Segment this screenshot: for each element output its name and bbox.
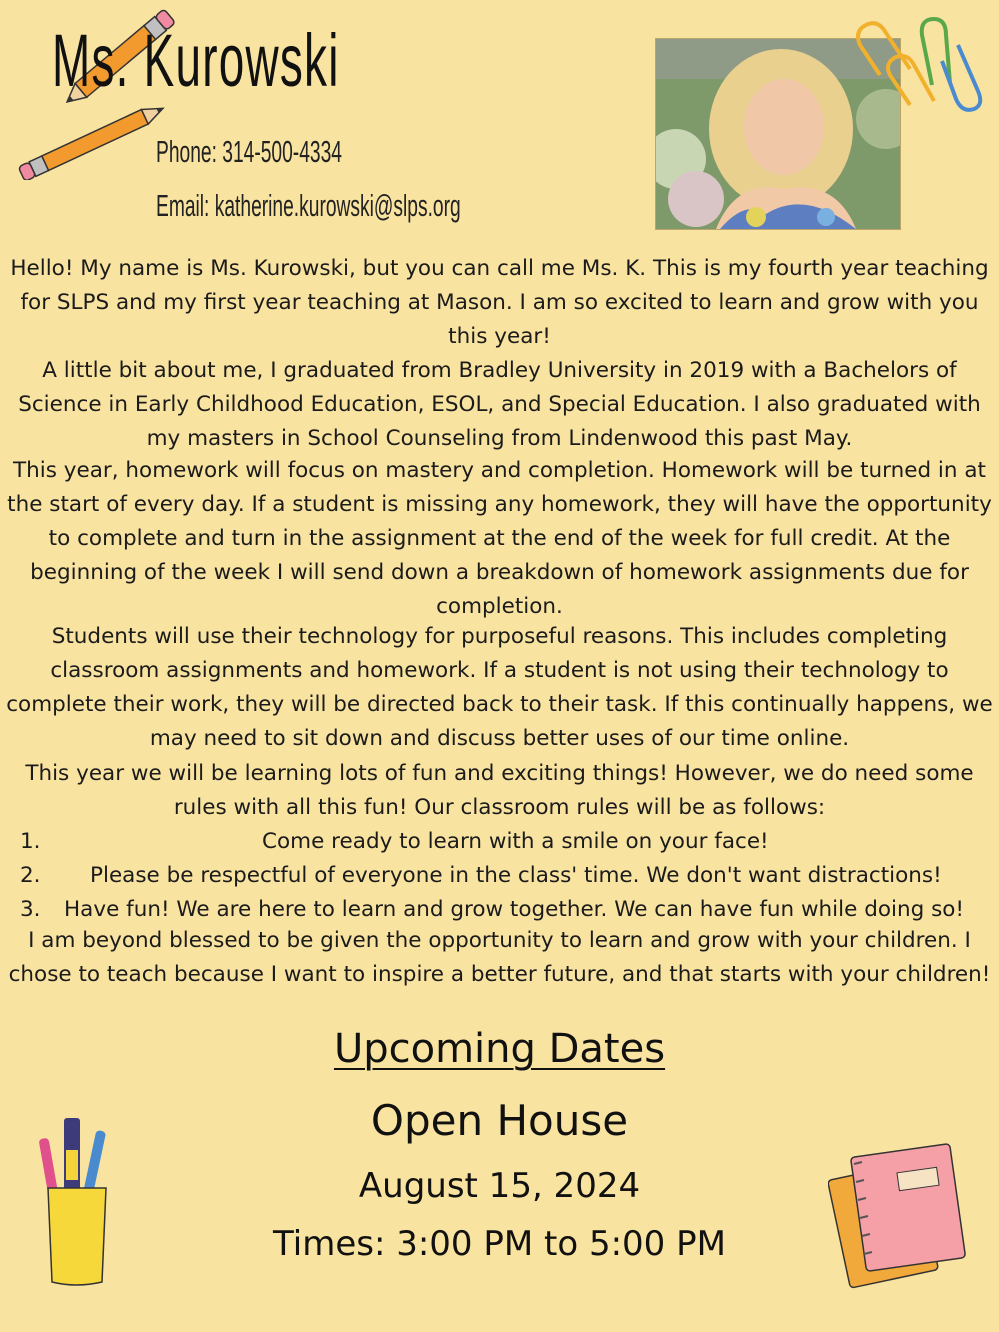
about-paragraph: A little bit about me, I graduated from Bradley University in 2019 with a Bachelors of Science in Early Childhood Education, ESOL, and Special Education. I also graduated with my masters in School Counseling from Lindenwood this past May.	[18, 358, 981, 451]
paperclip-icon	[850, 5, 999, 135]
event-date: August 15, 2024	[358, 1166, 641, 1206]
rule-number: 2.	[20, 863, 41, 888]
rule-item	[0, 893, 999, 927]
closing-paragraph: I am beyond blessed to be given the opportunity to learn and grow with your children. I chose to teach because I want to inspire a better future, and that starts with your children!	[8, 928, 991, 987]
phone-text: Phone: 314-500-4334	[156, 134, 342, 169]
upcoming-dates-heading: Upcoming Dates	[333, 1026, 666, 1072]
rule-text: Have fun! We are here to learn and grow together. We can have fun while doing so!	[64, 897, 965, 922]
notebook-icon	[828, 1140, 978, 1290]
pencil-icon	[10, 100, 180, 180]
rule-number: 3.	[20, 897, 41, 922]
technology-paragraph: Students will use their technology for purposeful reasons. This includes completing classroom assignments and homework. If a student is not using their technology to complete their work, they will be directed back to their task. If this continually happens, we may need to sit down and discuss better uses of our time online.	[6, 624, 993, 751]
rules-intro-paragraph: This year we will be learning lots of fun and exciting things! However, we do need some rules with all this fun! Our classroom rules will be as follows:	[25, 761, 974, 820]
homework-paragraph: This year, homework will focus on mastery and completion. Homework will be turned in at the start of every day. If a student is missing any homework, they will have the opportunity to complete and turn in the assignment at the end of the week for full credit. At the beginning of the week I will send down a breakdown of homework assignments due for completion.	[7, 458, 992, 619]
event-times: Times: 3:00 PM to 5:00 PM	[273, 1224, 726, 1264]
email-text: Email: katherine.kurowski@slps.org	[156, 188, 461, 223]
rule-text: Come ready to learn with a smile on your face!	[262, 829, 769, 854]
rule-item	[0, 825, 999, 859]
intro-paragraph: Hello! My name is Ms. Kurowski, but you can call me Ms. K. This is my fourth year teaching for SLPS and my first year teaching at Mason. I am so excited to learn and grow with you this year!	[10, 256, 989, 349]
teacher-name-title: Ms. Kurowski	[52, 19, 340, 102]
pen-cup-icon	[36, 1110, 126, 1290]
rule-number: 1.	[20, 829, 41, 854]
rule-item	[0, 859, 999, 893]
event-name: Open House	[370, 1096, 629, 1145]
rule-text: Please be respectful of everyone in the class' time. We don't want distractions!	[90, 863, 942, 888]
